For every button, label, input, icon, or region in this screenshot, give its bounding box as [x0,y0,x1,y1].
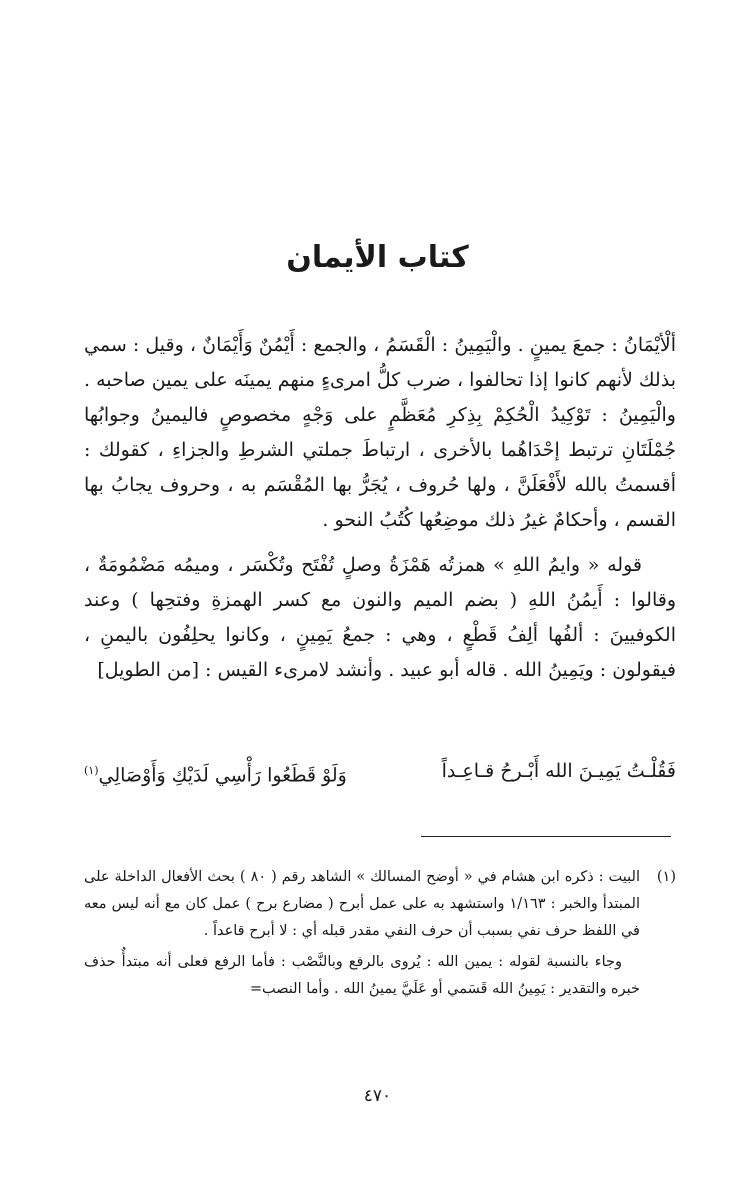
poetry-verse [84,754,676,792]
verse-second-hemistich: وَلَوْ قَطَعُوا رَأْسِي لَدَيْكِ وَأَوْصَالِي$^{(١)}$ [84,764,347,787]
chapter-title: كتاب الأيمان [286,240,469,275]
footnote-marker: (١) [656,869,676,885]
footnote-1 [84,864,676,1003]
footnote-separator [421,836,671,837]
footnote-reference: (١) [84,764,99,777]
main-text [84,328,676,688]
footnotes [84,864,676,1003]
paragraph-wa-aymu-allah: قوله « وايمُ اللهِ » همزتُه هَمْزَةُ وصلٍ تُفْتَح وتُكْسَر ، وميمُه مَضْمُومَةٌ ، وقالوا : أَيمُنُ اللهِ ( بضم الميم والنون مع كسر الهمزةِ وفتحِها ) وعند الكوفيينَ : ألفُها ألِفُ قَطْعٍ ، وهي : جمعُ يَمِينٍ ، وكانوا يحلِفُون باليمنِ ، فيقولون : ويَمِينُ الله . قاله أبو عبيد . وأنشد لامرىء القيس : [من الطويل] [84,554,676,681]
verse-first-hemistich: فَقُلْـتُ يَمِيـنَ الله أَبْـرحُ قـاعِـداً [441,760,676,782]
paragraph-definition: ألْأيْمَانُ : جمعَ يمينٍ . والْيَمِينُ : الْقَسَمُ ، والجمع : أَيْمُنٌ وَأَيْمَانٌ ، وقيل : سمي بذلك لأنهم كانوا إذا تحالفوا ، ضرب كلُّ امرىءٍ منهم يمينَه على يمين صاحبه . والْيَمِينُ : تَوْكِيدُ الْحُكِمْ بِذِكرِ مُعَظَّمٍ على وَجْهٍ مخصوصٍ فاليمينُ وجوابُها جُمْلَتَانِ ترتبط إحْدَاهُما بالأخرى ، ارتباطَ جملتي الشرطِ والجزاءِ ، كقولك : أقسمتُ بالله لأَفْعَلَنَّ ، ولها حُروف ، يُجَرُّ بها المُقْسَم به ، وحروف يجابُ بها القسم ، وأحكامٌ غيرُ ذلك موضِعُها كُتُبُ النحو . [84,334,676,531]
footnote-1-text: البيت : ذكره ابن هشام في « أوضح المسالك » الشاهد رقم ( ٨٠ ) بحث الأفعال الداخلة على المبتدأ والخبر : ١/١٦٣ واستشهد به على عمل أبرح ( مضارع برح ) عمل كان مع أنه ليس معه في اللفظ حرف نفي بسبب أن حرف النفي مقدر قبله أي : لا أبرح قاعداً . [84,869,640,939]
footnote-1-continuation: وجاء بالنسبة لقوله : يمين الله : يُروى بالرفع وبالنَّصْب : فأما الرفع فعلى أنه مبتدأٌ حذف خبره والتقدير : يَمِينُ الله قَسَمي أو عَلَيَّ يمينُ الله . وأما النصب= [84,954,640,997]
page-number: ٤٧٠ [363,1086,392,1106]
